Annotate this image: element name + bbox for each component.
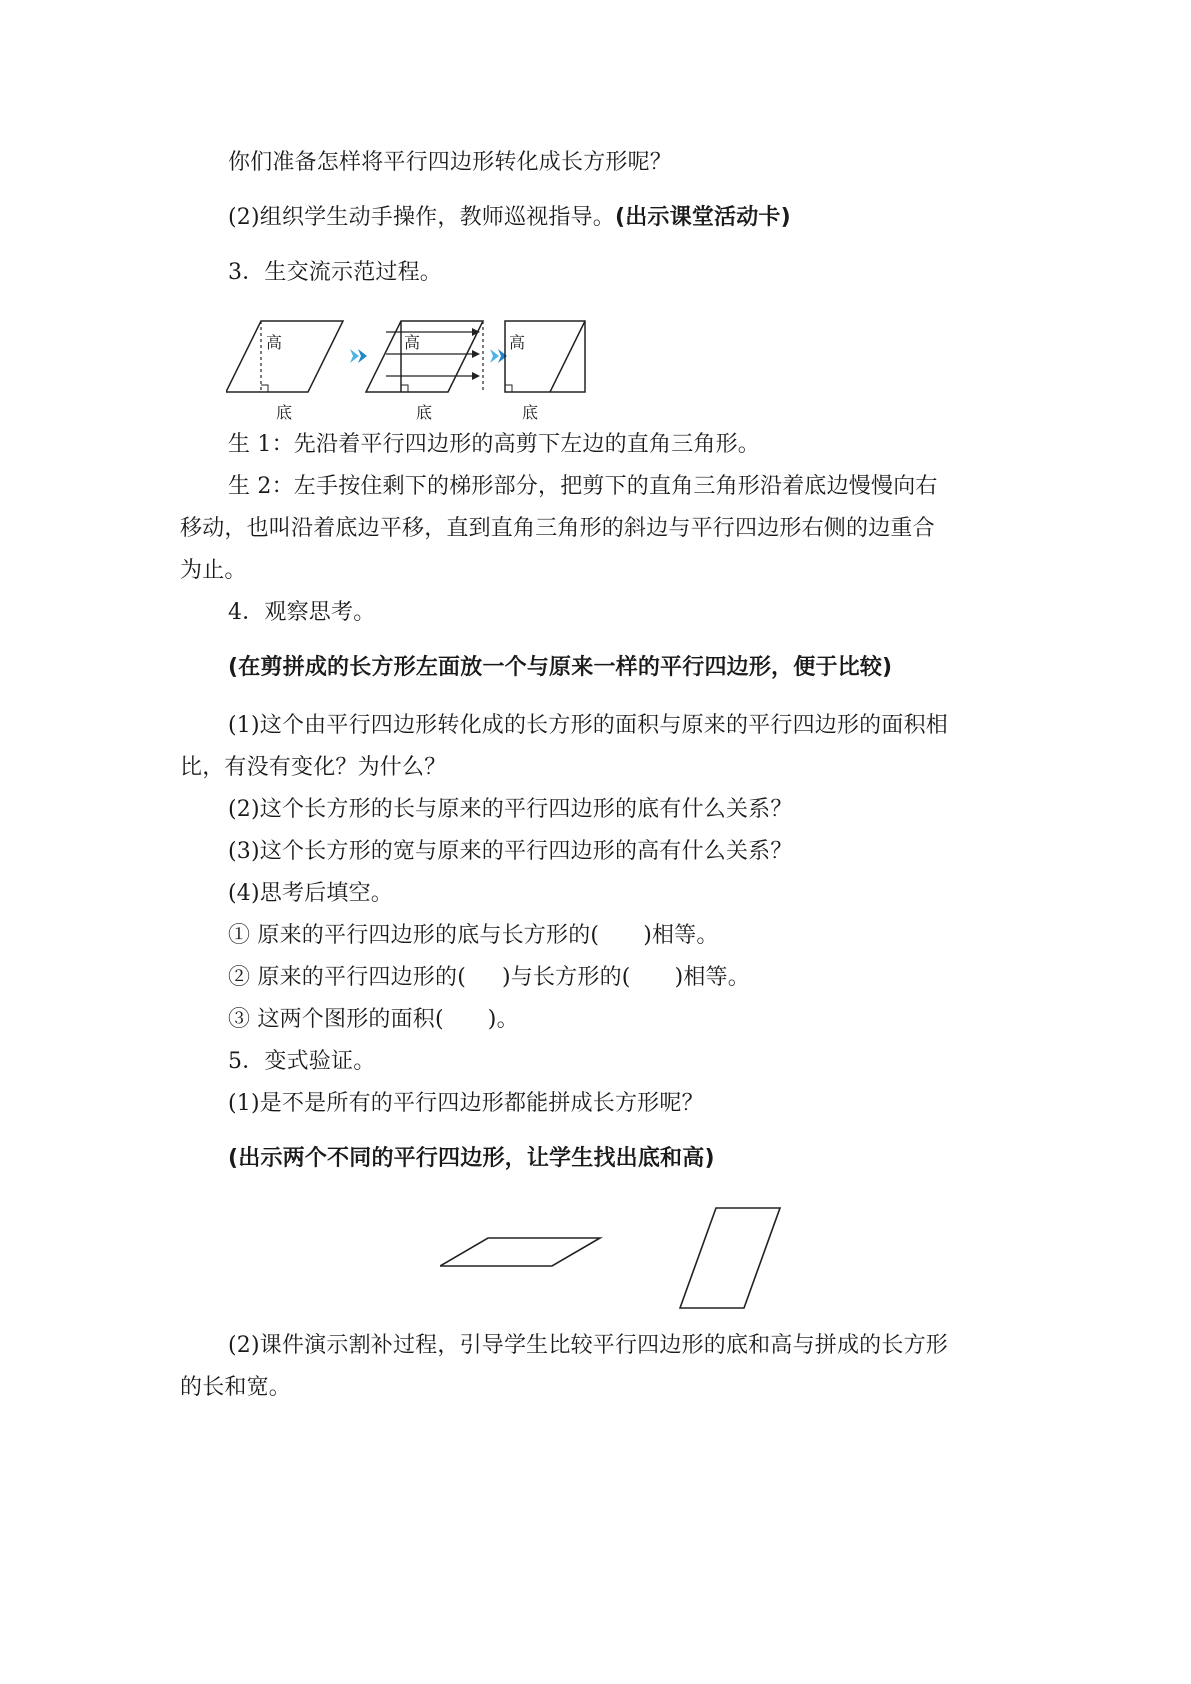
step-2-text: (2)组织学生动手操作，教师巡视指导。 <box>228 205 615 230</box>
fill-blank-3-text: ③ 这两个图形的面积( <box>228 1007 444 1032</box>
fill-blank-3-end: )。 <box>487 1007 519 1032</box>
base-label: 底 <box>416 403 433 422</box>
paragraph-question: 你们准备怎样将平行四边形转化成长方形呢？ <box>228 150 673 175</box>
heading-step-5: 5．变式验证。 <box>228 1049 376 1074</box>
verify-question-2-line-1: (2)课件演示割补过程，引导学生比较平行四边形的底和高与拼成的长方形 <box>228 1333 948 1358</box>
base-label: 底 <box>276 403 293 422</box>
student-2-answer-line-3: 为止。 <box>180 558 247 583</box>
comparison-note: (在剪拼成的长方形左面放一个与原来一样的平行四边形，便于比较) <box>228 655 893 680</box>
heading-step-3: 3．生交流示范过程。 <box>228 260 442 285</box>
height-label: 高 <box>509 333 526 352</box>
fill-blank-2-text: ② 原来的平行四边形的( <box>228 965 466 990</box>
question-1-line-2: 比，有没有变化？为什么？ <box>180 755 447 780</box>
parallelogram-figure <box>226 321 343 422</box>
question-1-line-1: (1)这个由平行四边形转化成的长方形的面积与原来的平行四边形的面积相 <box>228 713 948 738</box>
verify-question-2-line-2: 的长和宽。 <box>180 1375 292 1400</box>
fill-blank-1 <box>228 921 719 951</box>
verify-question-1: (1)是不是所有的平行四边形都能拼成长方形呢？ <box>228 1091 704 1116</box>
fill-blank-1-end: )相等。 <box>643 923 719 948</box>
student-2-answer-line-2: 移动，也叫沿着底边平移，直到直角三角形的斜边与平行四边形右侧的边重合 <box>180 516 935 541</box>
height-label: 高 <box>404 333 421 352</box>
tall-parallelogram <box>680 1208 780 1308</box>
fill-blank-2-mid: )与长方形的( <box>501 965 631 990</box>
fill-blank-2 <box>228 963 750 993</box>
fill-blank-2-end: )相等。 <box>674 965 750 990</box>
flat-parallelogram <box>440 1238 600 1266</box>
question-2: (2)这个长方形的长与原来的平行四边形的底有什么关系？ <box>228 797 793 822</box>
paragraph-step-2 <box>228 203 791 233</box>
student-1-answer: 生 1：先沿着平行四边形的高剪下左边的直角三角形。 <box>228 432 760 457</box>
fill-blank-1-text: ① 原来的平行四边形的底与长方形的( <box>228 923 600 948</box>
heading-step-4: 4．观察思考。 <box>228 600 376 625</box>
height-label: 高 <box>266 333 283 352</box>
moving-triangle-figure <box>366 321 483 422</box>
two-parallelograms-figure <box>440 1198 810 1318</box>
two-parallelograms-note: (出示两个不同的平行四边形，让学生找出底和高) <box>228 1146 715 1171</box>
fill-blank-3 <box>228 1005 519 1035</box>
question-3: (3)这个长方形的宽与原来的平行四边形的高有什么关系？ <box>228 839 793 864</box>
rectangle-figure <box>505 321 585 422</box>
question-4: (4)思考后填空。 <box>228 881 393 906</box>
student-2-answer-line-1: 生 2：左手按住剩下的梯形部分，把剪下的直角三角形沿着底边慢慢向右 <box>228 474 938 499</box>
transform-arrow-icon <box>350 349 367 363</box>
base-label: 底 <box>522 403 539 422</box>
activity-card-note: (出示课堂活动卡) <box>614 205 791 230</box>
cut-and-move-figure <box>226 318 616 424</box>
